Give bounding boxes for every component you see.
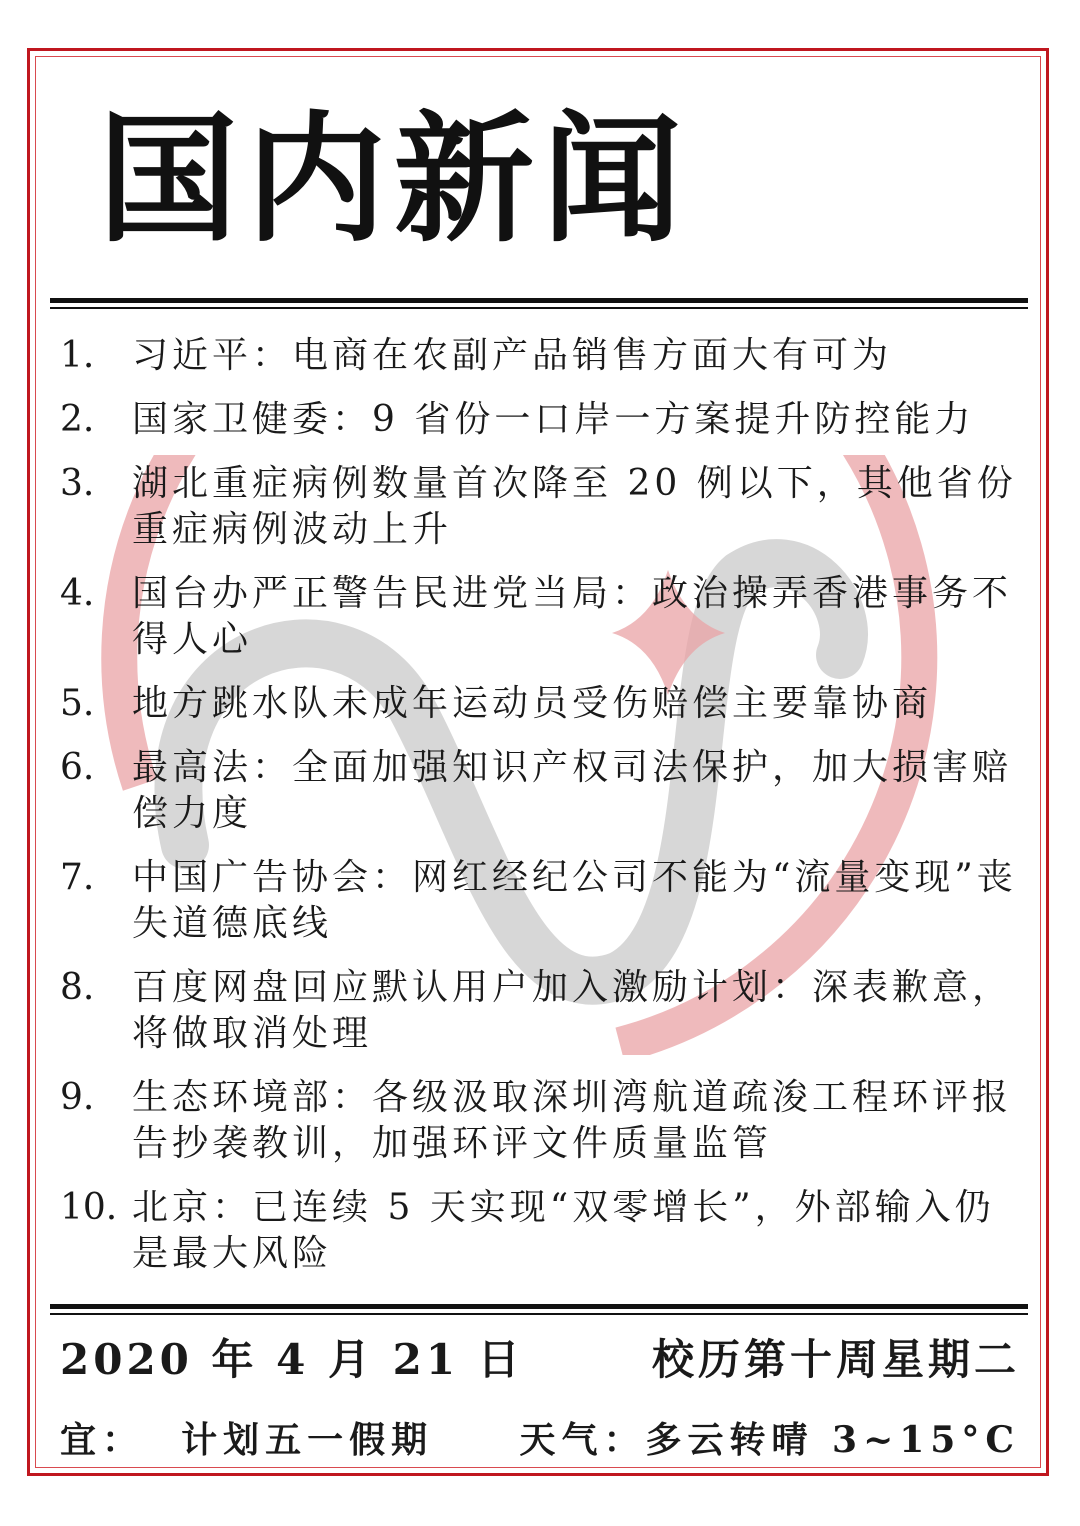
header-rule-thick bbox=[50, 298, 1028, 303]
news-headline: 生态环境部：各级汲取深圳湾航道疏浚工程环评报告抄袭教训，加强环评文件质量监管 bbox=[132, 1077, 1013, 1164]
news-item bbox=[60, 745, 1020, 837]
news-number: 8. bbox=[60, 967, 95, 1008]
news-headline: 地方跳水队未成年运动员受伤赔偿主要靠协商 bbox=[132, 683, 933, 724]
news-item bbox=[60, 461, 1020, 553]
news-headline: 湖北重症病例数量首次降至 20 例以下，其他省份重症病例波动上升 bbox=[132, 463, 1017, 550]
news-item bbox=[60, 965, 1020, 1057]
news-headline: 百度网盘回应默认用户加入激励计划：深表歉意，将做取消处理 bbox=[132, 967, 1013, 1054]
news-headline: 中国广告协会：网红经纪公司不能为“流量变现”丧失道德底线 bbox=[132, 857, 1017, 944]
news-headline: 北京：已连续 5 天实现“双零增长”，外部输入仍是最大风险 bbox=[132, 1187, 995, 1274]
info-row bbox=[60, 1412, 1020, 1463]
news-number: 6. bbox=[60, 747, 95, 788]
news-number: 5. bbox=[60, 683, 95, 724]
news-number: 4. bbox=[60, 573, 95, 614]
page-title: 国内新闻 bbox=[98, 98, 691, 262]
news-number: 1. bbox=[60, 335, 95, 376]
news-item bbox=[60, 333, 1020, 379]
news-item bbox=[60, 1075, 1020, 1167]
date-row bbox=[60, 1327, 1020, 1387]
news-number: 9. bbox=[60, 1077, 95, 1118]
news-number: 7. bbox=[60, 857, 95, 898]
issue-date: 2020 年 4 月 21 日 bbox=[60, 1335, 524, 1384]
weather-info: 天气：多云转晴 3~15°C bbox=[519, 1419, 1020, 1461]
news-number: 10. bbox=[60, 1187, 118, 1228]
news-item bbox=[60, 681, 1020, 727]
news-headline: 国台办严正警告民进党当局：政治操弄香港事务不得人心 bbox=[132, 573, 1013, 660]
news-headline: 国家卫健委：9 省份一口岸一方案提升防控能力 bbox=[132, 399, 975, 440]
school-week: 校历第十周星期二 bbox=[651, 1335, 1020, 1384]
news-item bbox=[60, 855, 1020, 947]
news-number: 3. bbox=[60, 463, 95, 504]
suitable-note: 宜： 计划五一假期 bbox=[60, 1419, 434, 1461]
news-headline: 习近平：电商在农副产品销售方面大有可为 bbox=[132, 335, 893, 376]
news-list bbox=[60, 333, 1020, 1295]
news-headline: 最高法：全面加强知识产权司法保护，加大损害赔偿力度 bbox=[132, 747, 1013, 834]
footer-rule-thick bbox=[50, 1304, 1028, 1309]
header-rule-thin bbox=[50, 307, 1028, 309]
news-item bbox=[60, 397, 1020, 443]
footer-rule-thin bbox=[50, 1313, 1028, 1315]
news-item bbox=[60, 1185, 1020, 1277]
news-item bbox=[60, 571, 1020, 663]
news-number: 2. bbox=[60, 399, 95, 440]
